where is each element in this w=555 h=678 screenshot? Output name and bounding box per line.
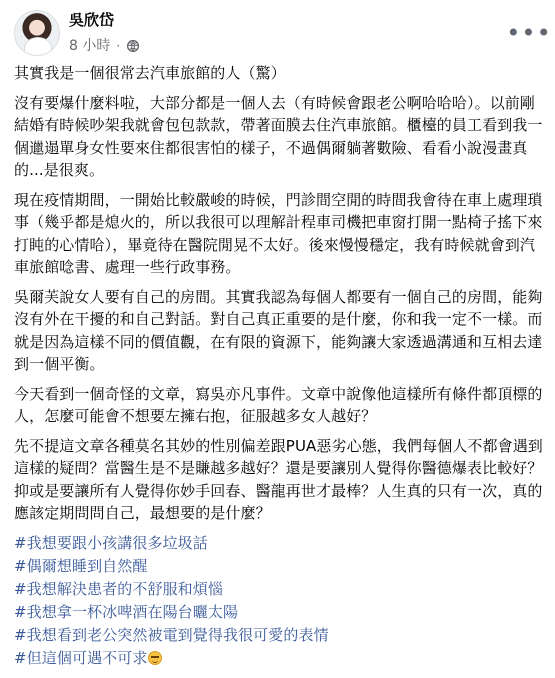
globe-icon[interactable] bbox=[126, 39, 140, 53]
post-paragraph-4: 吳爾芙說女人要有自己的房間。其實我認為每個人都要有一個自己的房間，能夠沒有外在干擾的和自己對話。對自己真正重要的是什麼，你和我一定不一樣。而就是因為這樣不同的價值觀，在有限的資源下，能夠讓大家透過溝通和互相去達到一個平衡。 bbox=[14, 287, 543, 373]
post-paragraph-6: 先不提這文章各種莫名其妙的性別偏差跟PUA惡劣心態，我們每個人不都會遇到這樣的疑問？當醫生是不是賺越多越好？還是要讓別人覺得你醫德爆表比較好？抑或是要讓所有人覺得你妙手回春、醫龍再世才最棒？人生真的只有一次，真的應該定期問問自己，最想要的是什麼？ bbox=[14, 436, 543, 522]
post-content bbox=[14, 62, 543, 670]
post-time[interactable]: 8 小時 bbox=[69, 38, 111, 54]
post-paragraph-5: 今天看到一個奇怪的文章，寫吳亦凡事件。文章中說像他這樣所有條件都頂標的人，怎麼可能會不想要左擁右抱，征服越多女人越好？ bbox=[14, 384, 543, 425]
hashtag-link[interactable]: #我想解決患者的不舒服和煩惱 bbox=[14, 579, 223, 598]
post-meta bbox=[69, 37, 140, 55]
meta-separator: · bbox=[116, 39, 121, 53]
more-options-button[interactable] bbox=[506, 19, 552, 47]
hashtag-link[interactable]: #偶爾想睡到自然醒 bbox=[14, 556, 148, 575]
hashtag-link-with-emoji[interactable] bbox=[14, 647, 543, 670]
post-header bbox=[14, 10, 552, 58]
post-paragraph-1: 其實我是一個很常去汽車旅館的人（驚） bbox=[14, 64, 286, 82]
author-avatar[interactable] bbox=[14, 10, 60, 56]
hashtag-list bbox=[14, 532, 543, 670]
hashtag-link-text[interactable]: #但這個可遇不可求 bbox=[14, 648, 148, 667]
hashtag-link[interactable]: #我想看到老公突然被電到覺得我很可愛的表情 bbox=[14, 625, 329, 644]
grimacing-face-icon bbox=[148, 651, 162, 665]
post-paragraph-2: 沒有要爆什麼料啦，大部分都是一個人去（有時候會跟老公啊哈哈哈）。以前剛結婚有時候吵架我就會包包款款，帶著面膜去住汽車旅館。櫃檯的員工看到我一個邋遢單身女性要來住都很害怕的樣子，不過偶爾躺著數險、看看小說漫畫真的...是很爽。 bbox=[14, 93, 543, 179]
post-paragraph-3: 現在疫情期間，一開始比較嚴峻的時候，門診間空閒的時間我會待在車上處理瑣事（幾乎都是熄火的，所以我很可以理解計程車司機把車窗打開一點椅子搖下來打盹的心情哈），畢竟待在醫院閒晃不太好。後來慢慢穩定，我有時候就會到汽車旅館唸書、處理一些行政事務。 bbox=[14, 190, 543, 276]
hashtag-link[interactable]: #我想要跟小孩講很多垃圾話 bbox=[14, 533, 208, 552]
more-options-icon: ••• bbox=[506, 19, 552, 47]
author-name[interactable]: 吳欣岱 bbox=[69, 11, 115, 29]
hashtag-link[interactable]: #我想拿一杯冰啤酒在陽台曬太陽 bbox=[14, 602, 239, 621]
